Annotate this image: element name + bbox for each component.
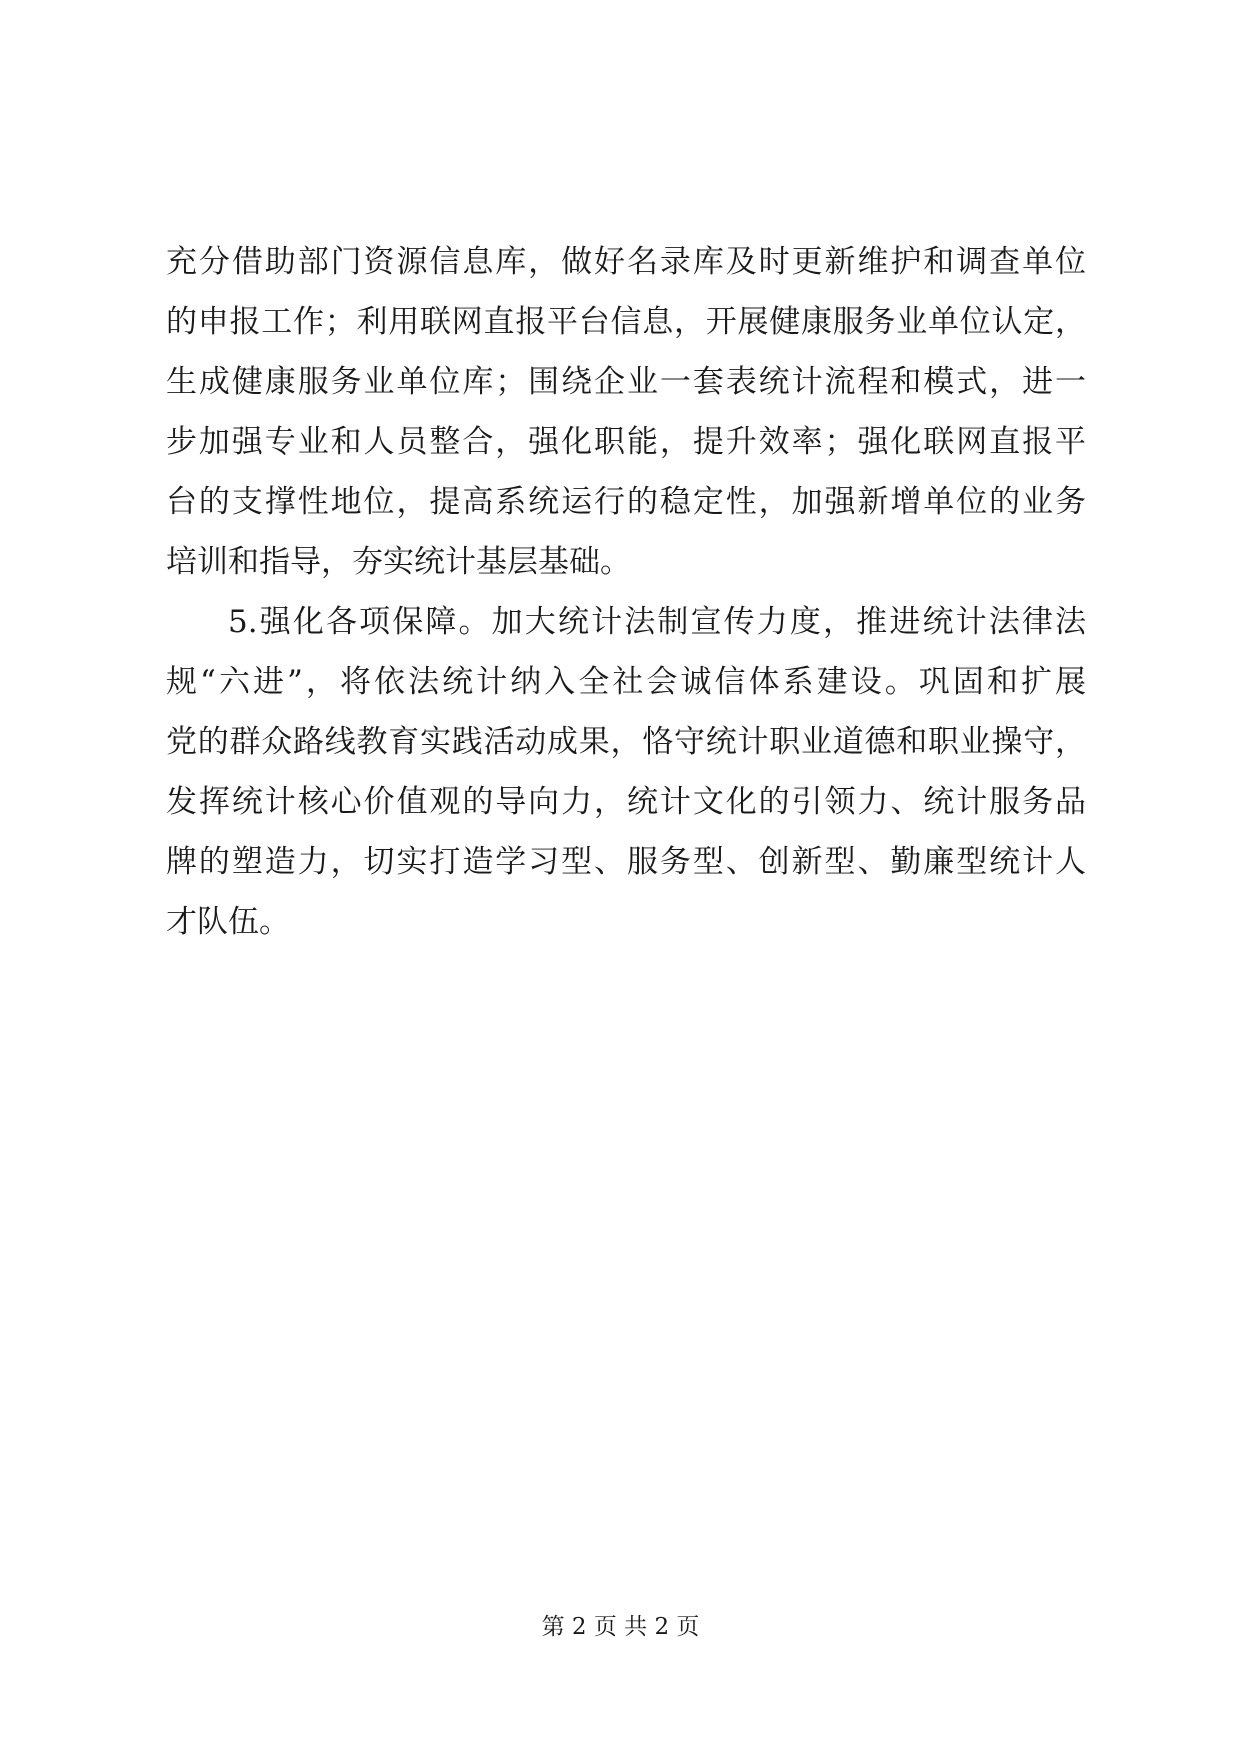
- text-line: 5.强化各项保障。加大统计法制宣传力度，推进统计法律法: [228, 604, 1086, 640]
- text-line: 的申报工作；利用联网直报平台信息，开展健康服务业单位认定，: [166, 304, 1086, 340]
- paragraph: [166, 232, 1086, 592]
- paragraph: [166, 592, 1086, 952]
- text-line: 牌的塑造力，切实打造学习型、服务型、创新型、勤廉型统计人: [166, 844, 1086, 880]
- text-line: 规“六进”，将依法统计纳入全社会诚信体系建设。巩固和扩展: [166, 664, 1086, 700]
- text-line: 步加强专业和人员整合，强化职能，提升效率；强化联网直报平: [166, 424, 1086, 460]
- document-body: [166, 232, 1086, 952]
- text-line: 生成健康服务业单位库；围绕企业一套表统计流程和模式，进一: [166, 364, 1086, 400]
- text-line: 党的群众路线教育实践活动成果，恪守统计职业道德和职业操守，: [166, 724, 1086, 760]
- page-number-footer: 第 2 页 共 2 页: [541, 1614, 700, 1640]
- text-line: 发挥统计核心价值观的导向力，统计文化的引领力、统计服务品: [166, 784, 1086, 820]
- text-line: 台的支撑性地位，提高系统运行的稳定性，加强新增单位的业务: [166, 484, 1086, 520]
- text-line: 培训和指导，夯实统计基层基础。: [166, 544, 631, 580]
- text-line: 才队伍。: [166, 904, 290, 940]
- text-line: 充分借助部门资源信息库，做好名录库及时更新维护和调查单位: [166, 244, 1086, 280]
